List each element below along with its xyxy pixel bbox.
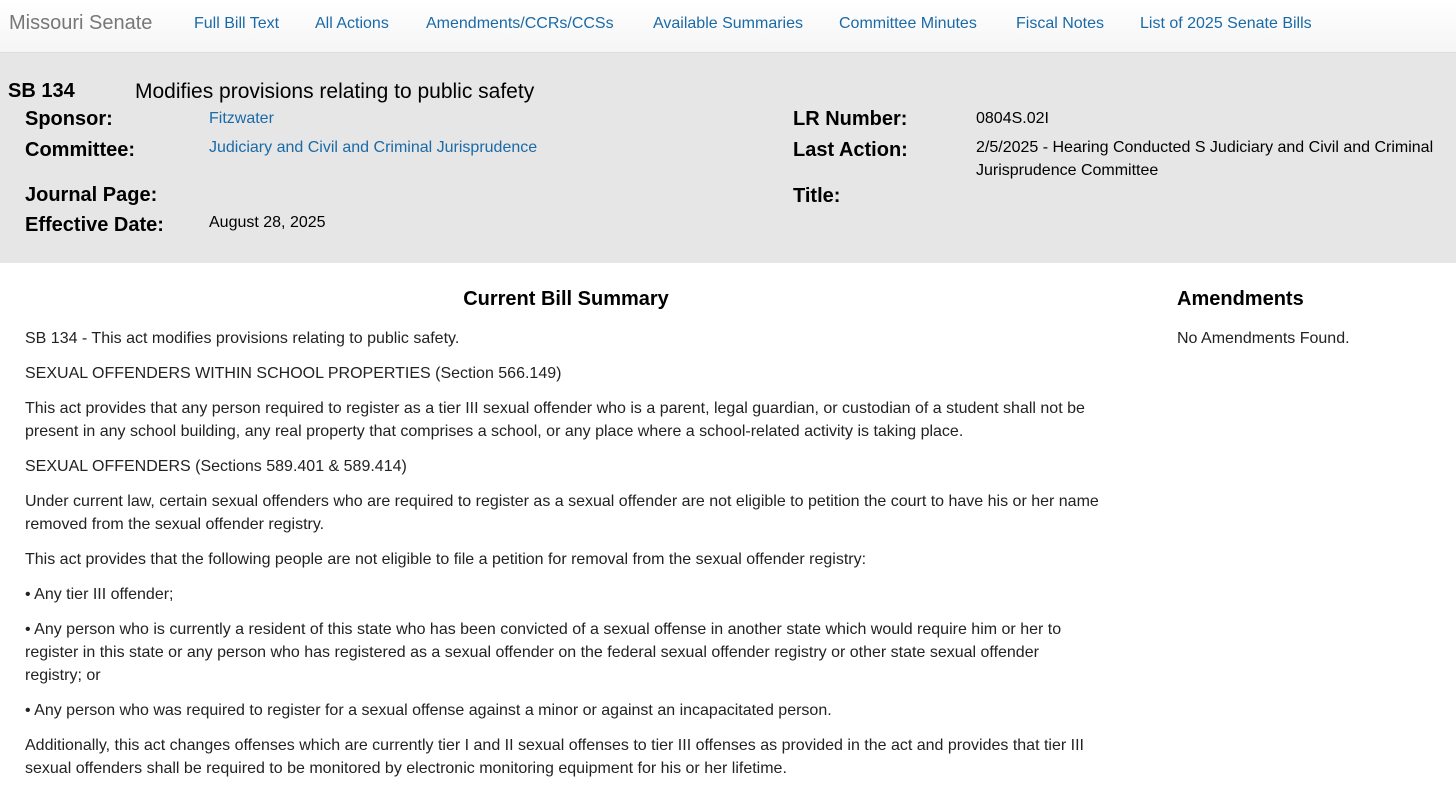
effective-date-label: Effective Date: [25,214,164,236]
nav-link-full-bill-text[interactable]: Full Bill Text [194,15,280,32]
summary-section-heading: SEXUAL OFFENDERS (Sections 589.401 & 589.414) [25,458,407,475]
summary-paragraph: Under current law, certain sexual offenders who are required to register as a sexual offender are not eligible to petition the court to have his or her name removed from the sexual offender registry. [25,493,1099,533]
top-navbar [0,0,1456,53]
nav-link-fiscal-notes[interactable]: Fiscal Notes [1016,15,1105,32]
bill-number: SB 134 [8,80,75,102]
summary-bullet: • Any tier III offender; [25,586,174,603]
bill-summary [25,327,1100,792]
sponsor-link[interactable]: Fitzwater [209,110,274,127]
last-action-value: 2/5/2025 - Hearing Conducted S Judiciary and Civil and Criminal Jurisprudence Committee [976,139,1434,179]
amendments-heading: Amendments [1177,288,1304,310]
nav-link-committee-minutes[interactable]: Committee Minutes [839,15,977,32]
title-label: Title: [793,185,841,207]
summary-section-heading: SEXUAL OFFENDERS WITHIN SCHOOL PROPERTIES (Section 566.149) [25,365,562,382]
effective-date-value: August 28, 2025 [209,214,326,231]
nav-link-senate-bills-list[interactable]: List of 2025 Senate Bills [1140,15,1312,32]
bill-description: Modifies provisions relating to public safety [135,80,535,103]
last-action-label: Last Action: [793,139,908,161]
nav-link-all-actions[interactable]: All Actions [315,15,389,32]
lr-number-label: LR Number: [793,108,908,130]
site-brand[interactable]: Missouri Senate [9,12,153,34]
committee-link[interactable]: Judiciary and Civil and Criminal Jurisprudence [209,139,538,156]
summary-bullet: • Any person who is currently a resident of this state who has been convicted of a sexual offense in another state which would require him or her to register in this state or any person who has registered as a sexual offender on the federal sexual offender registry or other state sexual offender registry; or [25,621,1062,684]
journal-page-label: Journal Page: [25,184,158,206]
committee-label: Committee: [25,139,136,161]
sponsor-label: Sponsor: [25,108,113,130]
summary-paragraph: This act provides that the following people are not eligible to file a petition for removal from the sexual offender registry: [25,551,867,568]
lr-number-value: 0804S.02I [976,110,1049,127]
summary-paragraph: Additionally, this act changes offenses which are currently tier I and II sexual offenses to tier III offenses as provided in the act and provides that tier III sexual offenders shall be required to be monitored by electronic monitoring equipment for his or her lifetime. [25,737,1084,777]
nav-link-amendments[interactable]: Amendments/CCRs/CCSs [426,15,614,32]
summary-heading: Current Bill Summary [463,288,669,310]
summary-paragraph: This act provides that any person required to register as a tier III sexual offender who is a parent, legal guardian, or custodian of a student shall not be present in any school building, any real property that comprises a school, or any place where a school-related activity is taking place. [25,400,1085,440]
nav-link-available-summaries[interactable]: Available Summaries [653,15,803,32]
summary-bullet: • Any person who was required to register for a sexual offense against a minor or against an incapacitated person. [25,702,832,719]
summary-paragraph: SB 134 - This act modifies provisions relating to public safety. [25,330,460,347]
amendments-empty-message: No Amendments Found. [1177,330,1350,347]
